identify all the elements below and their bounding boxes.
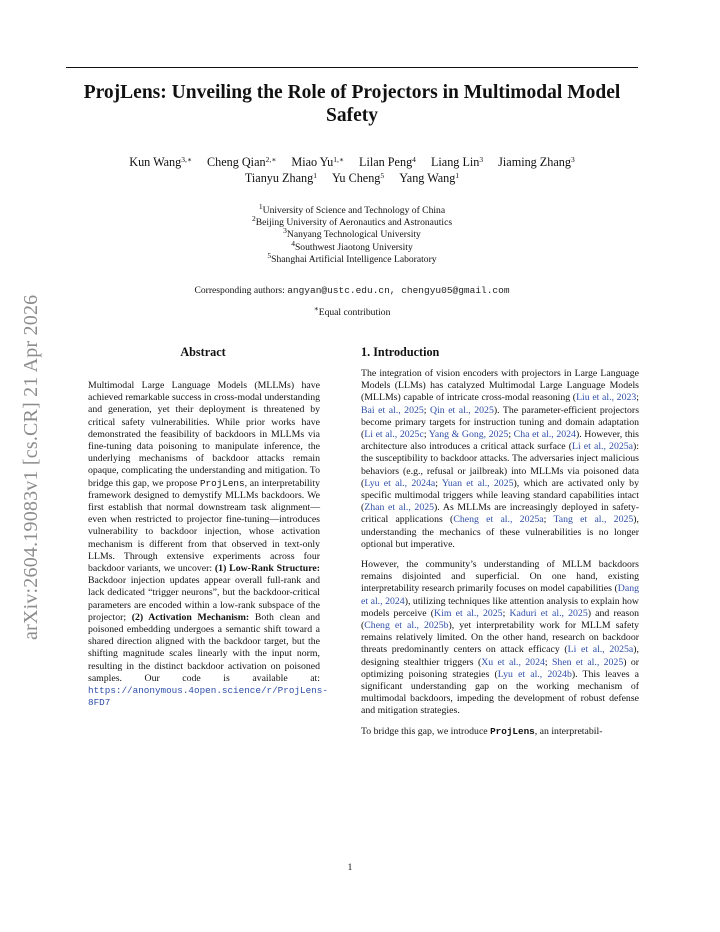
page-number: 1 [347,862,353,873]
author-name [245,171,317,185]
citation-link[interactable]: Yuan et al., 2025 [441,477,514,489]
projlens-code: ProjLens [199,477,245,489]
paragraph-text: ), designing stealthier triggers ( [361,644,639,668]
affiliation [60,250,644,266]
paragraph-text: ), which are activated only by specific multimodal triggers while leaving standard capabilities intact ( [361,477,639,514]
abstract-text-4: Both clean and poisoned embedding undergoes a semantic shift toward a shared direction aligned with the backdoor target, but the shifting magnitude scales linearly with the input norm, resulting in the distinct backdoor activation on poisoned samples. Our code is available at: [88,611,320,684]
equal-sup: ∗ [313,304,319,313]
paragraph-text: ). However, this architecture also introduces a critical attack surface ( [361,429,639,453]
author-name [431,155,483,169]
author-name [399,171,459,185]
abstract-text-2: , an interpretability framework designed to demystify MLLMs backdoors. We first establish that normal downstream task alignment—even when restricted to projector fine-tuning—introduces vulnerability to backdoor injection, whose activation mechanism is different from that observed in text-only LLMs. Through extensive experiments across four backdoor variants, we uncover: [88,477,320,575]
keyword-low-rank: (1) Low-Rank Structure: [214,563,320,575]
affiliation-mark: 4 [291,238,295,248]
paragraph-text: ). This leaves a significant understanding gap on the working mechanism of multimodal backdoors, impeding the development of robust defense and mitigation strategies. [361,668,639,717]
author-name [498,155,575,169]
citation-link[interactable]: Xu et al., 2024 [481,656,545,668]
citation-link[interactable]: Lyu et al., 2024a [364,477,436,489]
paragraph-text: However, the community’s understanding of MLLM backdoors remains disjointed and superficial. On one hand, existing interpretability research primarily focuses on model capabilities ( [361,559,639,595]
author-name-text: Liang Lin [430,155,480,169]
citation-link[interactable]: Cheng et al., 2025a [453,514,544,526]
citation-link[interactable]: Shen et al., 2025 [551,656,624,668]
citation-link[interactable]: Cheng et al., 2025b [364,620,449,632]
author-name [359,155,416,169]
abstract-heading: Abstract [180,345,226,359]
author-name-text: Miao Yu [291,155,334,169]
paragraph-text: ), utilizing techniques like attention analysis to explain how models perceive ( [361,595,640,619]
citation-link[interactable]: Yang & Gong, 2025 [428,429,509,441]
paragraph-text: ; [435,477,442,489]
intro-paragraph-1 [361,368,639,551]
affiliation-list [60,202,644,266]
citation-link[interactable]: Bai et al., 2025 [361,404,424,416]
equal-contribution-note [60,304,644,318]
corresponding-emails[interactable]: angyan@ustc.edu.cn, chengyu05@gmail.com [287,285,510,296]
affiliation-mark: 2 [251,214,256,224]
author-list [60,154,644,186]
author-name [207,155,276,169]
paragraph-text: ) or optimizing poisoning strategies ( [361,656,640,680]
author-name-text: Yang Wang [399,171,456,185]
author-affiliation-mark: 3 [570,155,575,164]
affiliation [60,226,644,241]
intro-paragraph-3 [361,726,639,738]
citation-link[interactable]: Zhan et al., 2025 [364,502,435,514]
affiliation [60,202,644,217]
paragraph-text: ). As MLLMs are increasingly deployed in safety-critical applications ( [361,502,639,526]
corresponding-authors [60,285,644,296]
paragraph-text: ; [508,429,514,441]
intro-p3-text: To bridge this gap, we introduce [361,725,491,737]
paragraph-text: ). The parameter-efficient projectors become primary targets for instruction tuning and domain adaptation ( [361,404,640,441]
affiliation-mark: 1 [258,202,263,211]
citation-link[interactable]: Liu et al., 2023 [576,392,637,404]
corresponding-label: Corresponding authors: [194,285,288,296]
affiliation-name: Nanyang Technological University [286,229,421,241]
abstract-body [88,380,328,709]
citation-link[interactable]: Dang et al., 2024 [361,583,639,607]
citation-link[interactable]: Li et al., 2025a [572,441,633,453]
projlens-code-intro: ProjLens [490,725,535,737]
affiliation-name: Shanghai Artificial Intelligence Laboratory [271,253,437,265]
affiliation-mark: 3 [283,226,287,236]
affiliation [60,238,644,254]
author-name-text: Cheng Qian [207,155,266,169]
arxiv-stamp: arXiv:2604.19083v1 [cs.CR] 21 Apr 2026 [20,294,42,640]
affiliation-mark: 5 [267,250,272,260]
citation-link[interactable]: Cha et al., 2024 [513,429,576,441]
keyword-activation: (2) Activation Mechanism: [131,611,250,623]
author-name [291,155,344,169]
intro-heading: 1. Introduction [361,345,440,359]
paragraph-text: ; [423,404,430,416]
paragraph-text: ), yet interpretability work for MLLM safety remains relatively limited. On the other hand, research on backdoor threats predominantly centers on attack efficacy ( [361,620,639,656]
author-name-text: Kun Wang [129,155,182,169]
author-affiliation-mark: 1 [313,171,317,180]
citation-link[interactable]: Tang et al., 2025 [553,514,634,526]
paragraph-text: ) and reason ( [361,607,640,632]
citation-link[interactable]: Qin et al., 2025 [430,404,494,416]
affiliation-name: Beijing University of Aeronautics and Astronautics [255,217,453,229]
author-affiliation-mark: 3 [479,155,484,164]
author-affiliation-mark: 4 [412,155,416,164]
author-name [129,155,192,169]
citation-link[interactable]: Kaduri et al., 2025 [509,607,588,619]
paragraph-text: The integration of vision encoders with projectors in Large Language Models (LLMs) has catalyzed Multimodal Large Language Models (MLLMs) capable of intricate cross-modal reasoning ( [361,368,639,404]
author-name [332,171,384,185]
abstract-text-3: Backdoor injection updates appear overall full-rank and lack dedicated “trigger neurons”, but the backdoor-critical parameters are encoded within a low-rank subspace of the projector; [88,575,320,623]
equal-text: Equal contribution [318,307,391,318]
citation-link[interactable]: Lyu et al., 2024b [497,668,572,680]
author-affiliation-mark: 5 [380,171,385,180]
paragraph-text: ; [502,607,510,619]
author-name-text: Yu Cheng [331,171,381,185]
author-name-text: Jiaming Zhang [498,155,571,169]
citation-link[interactable]: Li et al., 2025c [364,429,424,441]
code-url-link[interactable]: https://anonymous.4open.science/r/ProjLens-8FD7 [88,685,328,709]
top-rule [66,67,638,68]
affiliation-name: Southwest Jiaotong University [294,241,413,253]
paragraph-text: ; [636,392,639,404]
author-affiliation-mark: 1 [455,171,460,180]
author-affiliation-mark: 2,∗ [265,155,277,164]
paragraph-text: ; [423,429,429,441]
affiliation [60,214,644,229]
author-name-text: Tianyu Zhang [244,171,314,185]
citation-link[interactable]: Li et al., 2025a [567,644,634,656]
abstract-text-1: Multimodal Large Language Models (MLLMs) have achieved remarkable success in cross-modal understanding and generation, yet their deployment is threatened by critical safety vulnerabilities. While prior works have demonstrated the feasibility of backdoors in MLLMs via fine-tuning data poisoning to manipulate inference, the underlying mechanisms of backdoor attacks remain opaque, complicating the understanding and mitigation. To bridge this gap, we propose [88,380,320,489]
author-affiliation-mark: 1,∗ [333,155,344,164]
paragraph-text: ), understanding the mechanics of these vulnerabilities is no longer optional but imperative. [361,514,639,550]
intro-p3-tail: , an interpretabil- [534,725,603,737]
author-affiliation-mark: 3,∗ [181,155,192,164]
paragraph-text: ; [543,514,554,526]
citation-link[interactable]: Kim et al., 2025 [434,607,503,619]
paper-title: ProjLens: Unveiling the Role of Projectors in Multimodal Model Safety [83,82,621,126]
paragraph-text: ): the susceptibility to backdoor attacks. The adversaries inject malicious behaviors (e.g., refusal or jailbreak) into MLLMs via poisoned data ( [361,441,639,489]
paragraph-text: ; [544,656,552,668]
affiliation-name: University of Science and Technology of China [262,205,446,216]
intro-paragraph-2 [361,559,639,718]
author-name-text: Lilan Peng [359,155,413,169]
intro-body [361,368,639,746]
